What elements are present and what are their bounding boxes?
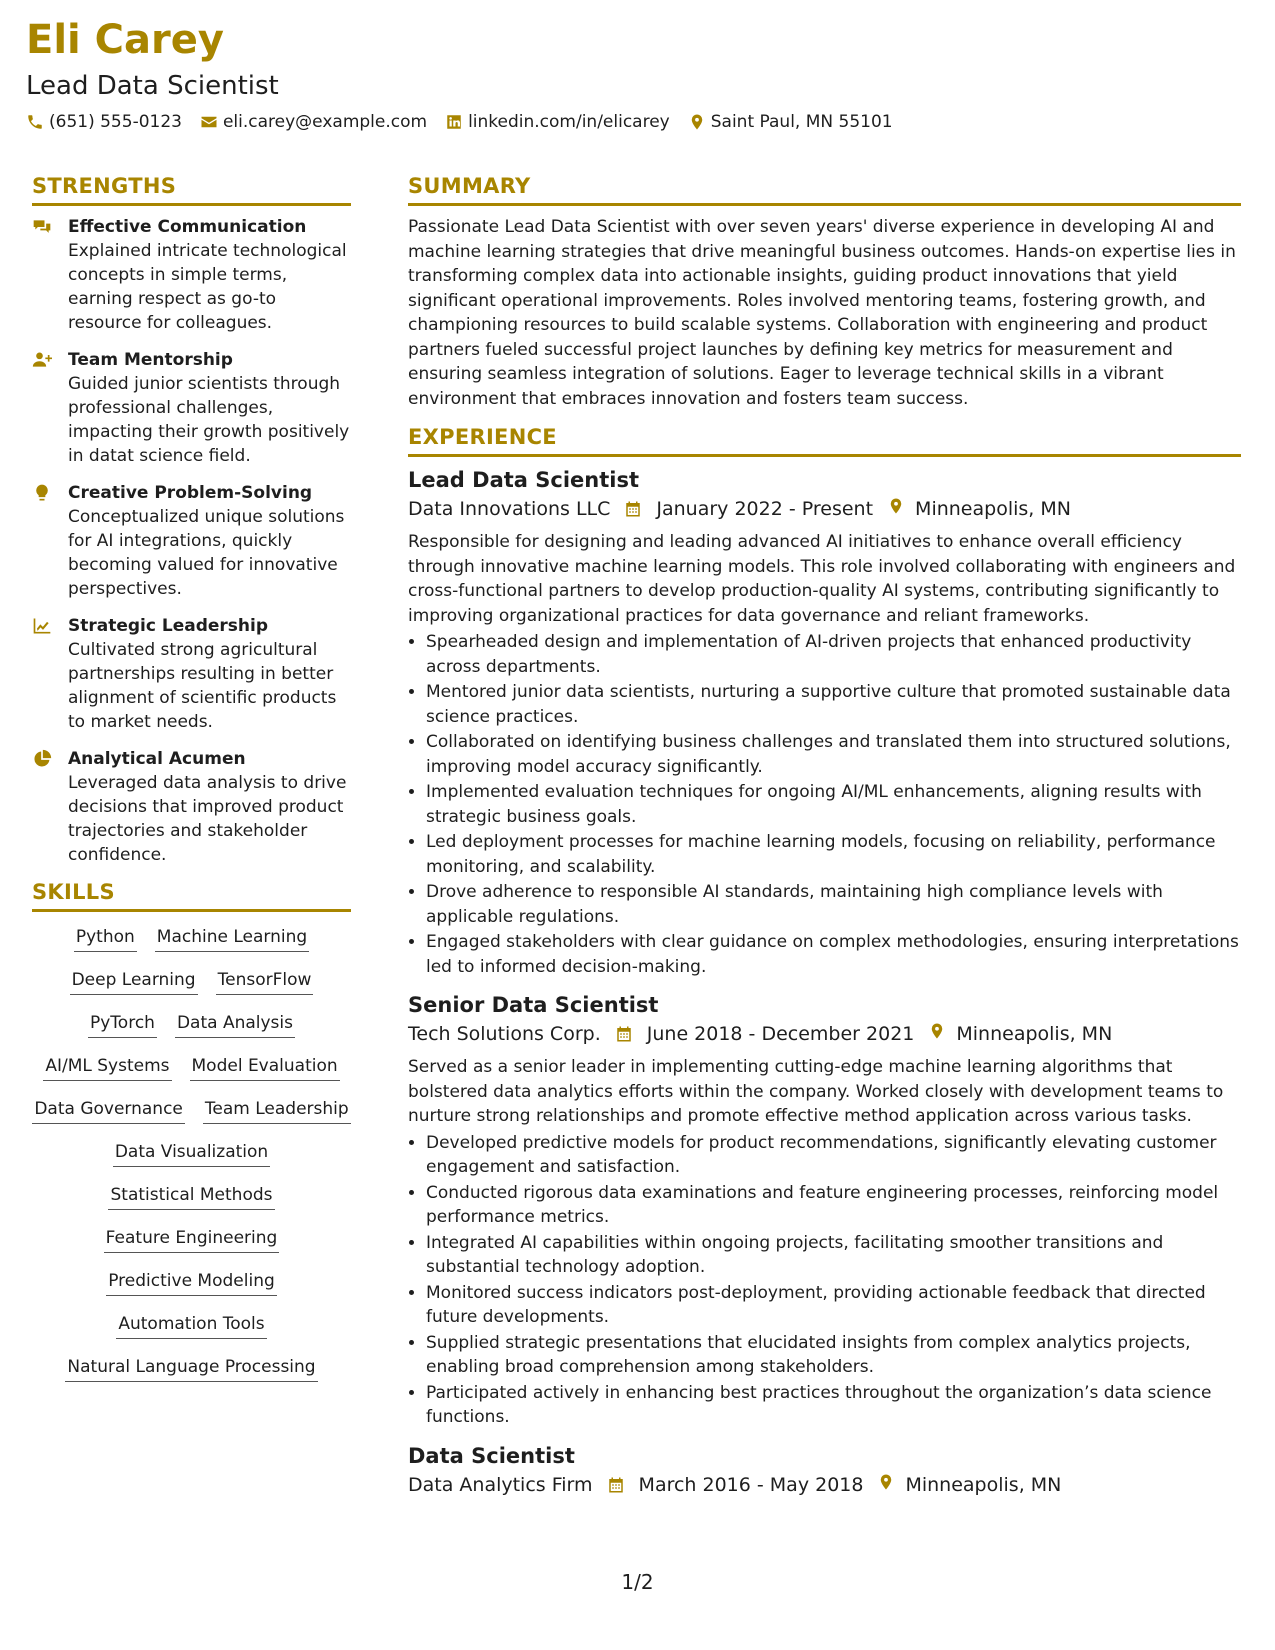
calendar-icon	[624, 500, 642, 518]
strength-title: Creative Problem-Solving	[68, 483, 313, 503]
skill-tag: Feature Engineering	[104, 1227, 280, 1253]
job-bullet: • Engaged stakeholders with clear guidance on complex methodologies, ensuring interpretations led to informed decision-making.	[426, 930, 1241, 979]
contact-phone	[26, 112, 182, 132]
calendar-icon	[607, 1476, 625, 1494]
job-company: Data Analytics Firm	[408, 1473, 593, 1496]
skills-section	[32, 880, 351, 1382]
job-location: Minneapolis, MN	[956, 1023, 1113, 1045]
chart-pie-icon	[32, 749, 52, 769]
linkedin-link[interactable]: linkedin.com/in/elicarey	[468, 112, 670, 132]
experience-heading: EXPERIENCE	[408, 425, 1241, 457]
phone-text: (651) 555-0123	[49, 112, 182, 132]
job-title: Lead Data Scientist	[408, 468, 639, 492]
job-entry	[408, 991, 1241, 1430]
skill-tag: Statistical Methods	[108, 1184, 274, 1210]
skills-heading: SKILLS	[32, 880, 351, 912]
location-text: Saint Paul, MN 55101	[710, 112, 893, 132]
map-pin-icon	[688, 113, 706, 131]
job-meta	[408, 1019, 1241, 1049]
skill-tag: PyTorch	[88, 1012, 157, 1038]
strength-description: Guided junior scientists through professional challenges, impacting their growth positively in datat science field.	[68, 374, 350, 466]
job-bullet: • Participated actively in enhancing best practices throughout the organization’s data science functions.	[426, 1381, 1241, 1430]
job-bullet: • Conducted rigorous data examinations and feature engineering processes, reinforcing model performance metrics.	[426, 1181, 1241, 1230]
strength-item	[32, 747, 351, 867]
page-number: 1/2	[621, 1570, 654, 1594]
job-meta	[408, 494, 1241, 524]
job-description: Responsible for designing and leading advanced AI initiatives to enhance overall efficiency through innovative machine learning models. This role involved collaborating with engineers and cross-functional partners to develop production-quality AI systems, contributing significantly to improving organizational practices for data governance and reliant frameworks.	[408, 532, 1236, 626]
skill-tag: Data Governance	[32, 1098, 185, 1124]
strength-item	[32, 215, 351, 335]
job-location: Minneapolis, MN	[915, 498, 1071, 520]
job-dates: January 2022 - Present	[656, 498, 874, 520]
job-bullet: • Mentored junior data scientists, nurturing a supportive culture that promoted sustainable data science practices.	[426, 680, 1241, 729]
left-column	[32, 174, 351, 1382]
strength-title: Strategic Leadership	[68, 616, 269, 636]
strength-description: Leveraged data analysis to drive decisions that improved product trajectories and stakeholder confidence.	[68, 773, 347, 865]
contact-location	[688, 112, 893, 132]
skill-tag: Data Visualization	[113, 1141, 270, 1167]
job-bullet: • Monitored success indicators post-deployment, providing actionable feedback that directed future developments.	[426, 1281, 1241, 1330]
skill-tag: Deep Learning	[70, 969, 198, 995]
map-pin-icon	[877, 1473, 895, 1491]
contact-linkedin	[445, 112, 670, 132]
summary-section	[408, 174, 1241, 411]
job-description: Served as a senior leader in implementing cutting-edge machine learning algorithms that bolstered data analytics efforts within the company. Worked closely with development teams to nurture strong relationships and promote effective method application across various tasks.	[408, 1057, 1224, 1126]
comments-icon	[32, 217, 52, 237]
linkedin-icon	[445, 113, 463, 131]
job-bullets	[408, 1131, 1241, 1430]
job-dates: June 2018 - December 2021	[646, 1023, 915, 1045]
skill-tag: Natural Language Processing	[65, 1356, 317, 1382]
job-entry	[408, 1442, 1241, 1500]
skill-tag: Predictive Modeling	[106, 1270, 277, 1296]
skill-tag: Machine Learning	[155, 926, 309, 952]
job-company: Tech Solutions Corp.	[408, 1023, 601, 1045]
strength-item	[32, 348, 351, 468]
summary-heading: SUMMARY	[408, 174, 1241, 206]
email-link[interactable]: eli.carey@example.com	[222, 112, 428, 132]
job-dates: March 2016 - May 2018	[638, 1473, 864, 1496]
strength-description: Conceptualized unique solutions for AI integrations, quickly becoming valued for innovative perspectives.	[68, 507, 345, 599]
job-company: Data Innovations LLC	[408, 498, 611, 520]
chart-line-icon	[32, 616, 52, 636]
strength-description: Explained intricate technological concepts in simple terms, earning respect as go-to resource for colleagues.	[68, 241, 347, 333]
map-pin-icon	[887, 497, 905, 515]
job-bullet: • Collaborated on identifying business challenges and translated them into structured solutions, improving model accuracy significantly.	[426, 730, 1241, 779]
strength-item	[32, 614, 351, 734]
strength-description: Cultivated strong agricultural partnerships resulting in better alignment of scientific products to market needs.	[68, 640, 337, 732]
job-bullet: • Led deployment processes for machine learning models, focusing on reliability, performance monitoring, and scalability.	[426, 830, 1241, 879]
job-entry	[408, 466, 1241, 979]
contact-email	[200, 112, 427, 132]
job-bullets	[408, 630, 1241, 979]
job-bullet: • Integrated AI capabilities within ongoing projects, facilitating smoother transitions and substantial technology adoption.	[426, 1231, 1241, 1280]
envelope-icon	[200, 113, 218, 131]
job-meta	[408, 1470, 1241, 1500]
contact-bar	[26, 112, 911, 132]
job-title: Data Scientist	[408, 1443, 575, 1468]
job-bullet: • Drove adherence to responsible AI standards, maintaining high compliance levels with applicable regulations.	[426, 880, 1241, 929]
phone-icon	[26, 113, 44, 131]
skill-tag: Python	[74, 926, 137, 952]
lightbulb-icon	[32, 483, 52, 503]
skills-list	[32, 921, 351, 1382]
job-title: Senior Data Scientist	[408, 993, 659, 1017]
job-bullet: • Implemented evaluation techniques for ongoing AI/ML enhancements, aligning results with strategic business goals.	[426, 780, 1241, 829]
strength-item	[32, 481, 351, 601]
skill-tag: AI/ML Systems	[43, 1055, 171, 1081]
candidate-headline: Lead Data Scientist	[26, 71, 279, 101]
job-bullet: • Developed predictive models for product recommendations, significantly elevating customer engagement and satisfaction.	[426, 1131, 1241, 1180]
calendar-icon	[615, 1025, 633, 1043]
strength-title: Team Mentorship	[68, 350, 233, 370]
skill-tag: Team Leadership	[203, 1098, 351, 1124]
strength-title: Analytical Acumen	[68, 749, 246, 769]
skill-tag: Model Evaluation	[190, 1055, 340, 1081]
job-bullet: • Supplied strategic presentations that elucidated insights from complex analytics projects, enabling broad comprehension among stakeholders.	[426, 1331, 1241, 1380]
skill-tag: TensorFlow	[216, 969, 314, 995]
experience-section	[408, 425, 1241, 1500]
candidate-name: Eli Carey	[26, 17, 224, 63]
job-location: Minneapolis, MN	[905, 1473, 1062, 1496]
user-plus-icon	[32, 350, 52, 370]
strengths-section	[32, 174, 351, 867]
summary-text: Passionate Lead Data Scientist with over seven years' diverse experience in developing AI and machine learning strategies that drive meaningful business outcomes. Hands-on expertise lies in transforming complex data into actionable insights, guiding product innovations that yield significant operational improvements. Roles involved mentoring teams, fostering growth, and championing resources to build scalable systems. Collaboration with engineering and product partners fueled successful project launches by defining key metrics for measurement and ensuring seamless integration of solutions. Eager to leverage technical skills in a vibrant environment that embraces innovation and fosters team success.	[408, 217, 1236, 409]
strengths-heading: STRENGTHS	[32, 174, 351, 206]
strength-title: Effective Communication	[68, 217, 307, 237]
skill-tag: Data Analysis	[175, 1012, 295, 1038]
right-column	[408, 174, 1241, 1512]
skill-tag: Automation Tools	[116, 1313, 266, 1339]
job-bullet: • Spearheaded design and implementation of AI-driven projects that enhanced productivity across departments.	[426, 630, 1241, 679]
map-pin-icon	[928, 1022, 946, 1040]
